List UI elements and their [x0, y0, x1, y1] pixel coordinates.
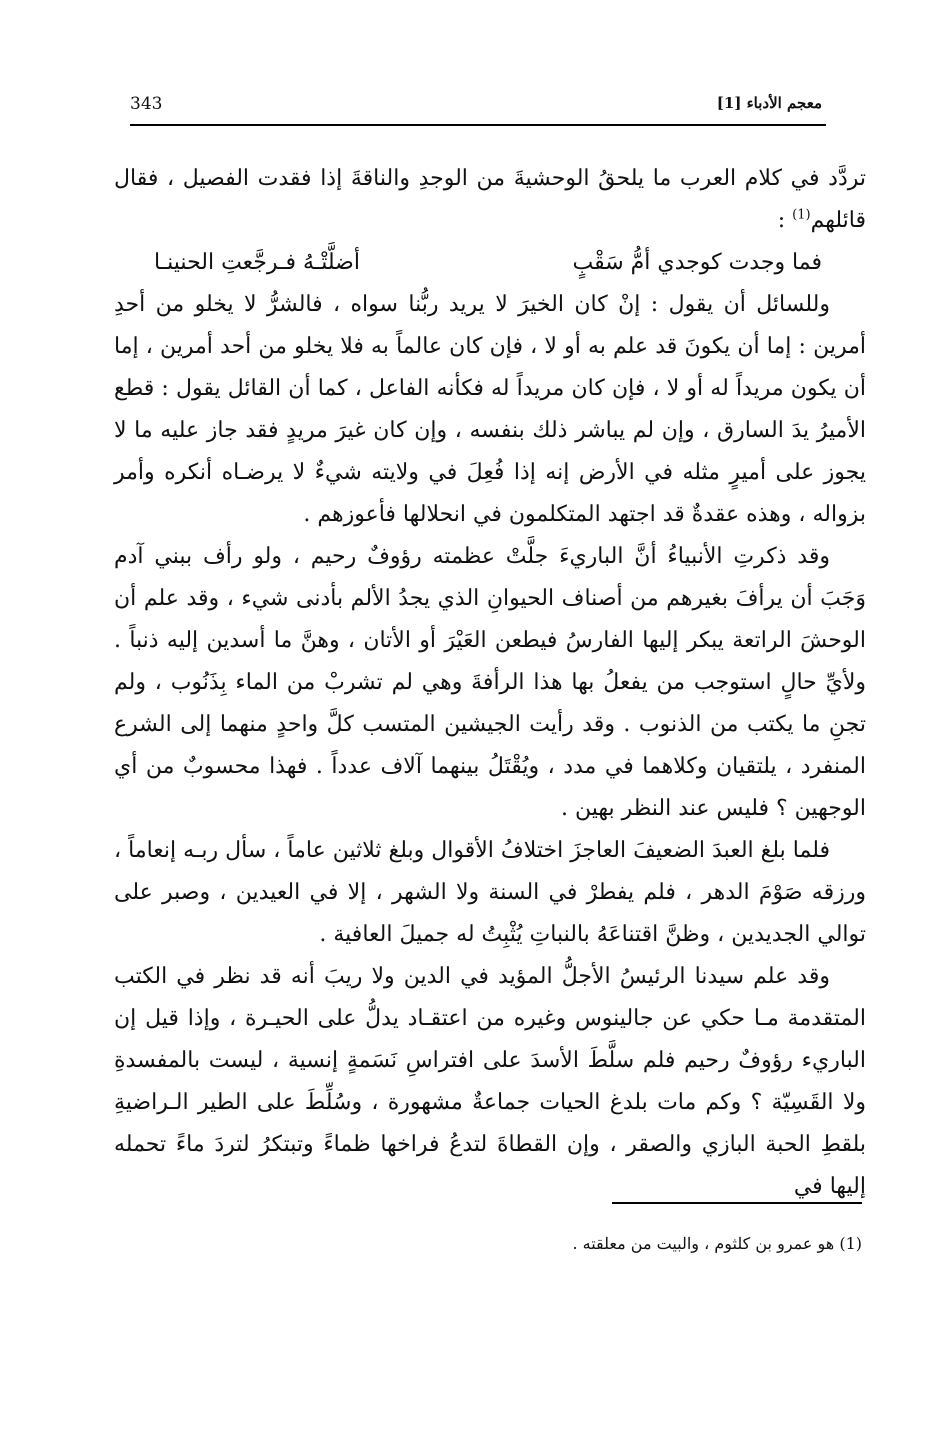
page-header [130, 94, 822, 122]
poetry-verse [114, 242, 866, 284]
main-text [114, 158, 866, 1208]
paragraph-1-text: تردَّد في كلام العرب ما يلحقُ الوحشيةَ من الوجدِ والناقةَ إذا فقدت الفصيل ، فقال قائلهم [114, 166, 866, 233]
footnote: (1) هو عمرو بن كلثوم ، والبيت من معلقته . [572, 1234, 862, 1253]
paragraph-2: وللسائل أن يقول : إنْ كان الخيرَ لا يريد ربُّنا سواه ، فالشرُّ لا يخلو من أحدِ أمرين : إما أن يكونَ قد علم به أو لا ، فإن كان عالماً به فلا يخلو من أحد أمرين ، إما أن يكون مريداً له أو لا ، فإن كان مريداً له فكأنه الفاعل ، كما أن القائل يقول : قطع الأميرُ يدَ السارق ، وإن لم يباشر ذلك بنفسه ، وإن كان غيرَ مريدٍ فقد جاز عليه ما لا يجوز على أميرٍ مثله في الأرض إنه إذا فُعِلَ في ولايته شيءٌ لا يرضـاه أنكره وأمر بزواله ، وهذه عقدةٌ قد اجتهد المتكلمون في انحلالها فأعوزهم . [114, 292, 866, 527]
page-number: 343 [130, 94, 163, 114]
verse-first-hemistich: فما وجدت كوجدي أمُّ سَقْبٍ [572, 250, 822, 275]
paragraph-5: وقد علم سيدنا الرئيسُ الأجلُّ المؤيد في الدين ولا ريبَ أنه قد نظر في الكتب المتقدمة مـا حكي عن جالينوس وغيره من اعتقـاد يدلُّ على الحيـرة ، وإذا قيل إن الباريء رؤوفٌ رحيم فلم سلَّطَ الأسدَ على افتراسِ نَسَمةٍ إنسية ، ليست بالمفسدةِ ولا القَسِيّة ؟ وكم مات بلدغ الحيات جماعةٌ مشهورة ، وسُلِّطَ على الطير الـراضيةِ بلقطِ الحبة البازي والصقر ، وإن القطاةَ لتدعُ فراخها ظماءً وتبتكرُ لتردَ ماءً تحمله إليها في [114, 964, 866, 1199]
running-head: معجم الأدباء [1] [716, 94, 822, 112]
paragraph-3: وقد ذكرتِ الأنبياءُ أنَّ الباريءَ جلَّتْ عظمته رؤوفٌ رحيم ، ولو رأف ببني آدم وَجَبَ أن يرأفَ بغيرهم من أصناف الحيوانِ الذي يجدُ الألم بأدنى شيء ، وقد علم أن الوحشَ الراتعة يبكر إليها الفارسُ فيطعن العَيْرَ أو الأتان ، وهنَّ ما أسدين إليه ذنباً . ولأيِّ حالٍ استوجب من يفعلُ بها هذا الرأفةَ وهي لم تشربْ من الماء بِذَنُوب ، ولم تجنِ ما يكتب من الذنوب . وقد رأيت الجيشين المتسب كلَّ واحدٍ منهما إلى الشرع المنفرد ، يلتقيان وكلاهما في مدد ، ويُقْتَلُ بينهما آلاف عدداً . فهذا محسوبٌ من أي الوجهين ؟ فليس عند النظر بهين . [114, 544, 866, 821]
paragraph-4: فلما بلغ العبدَ الضعيفَ العاجزَ اختلافُ الأقوال وبلغ ثلاثين عاماً ، سأل ربـه إنعاماً ، ورزقه صَوْمَ الدهر ، فلم يفطرْ في السنة ولا الشهر ، إلا في العيدين ، وصبر على توالي الجديدين ، وظنَّ اقتناعَهُ بالنباتِ يُثْبِتُ له جميلَ العافية . [114, 838, 866, 947]
verse-second-hemistich: أضلَّتْـهُ فـرجَّعتِ الحنينـا [154, 250, 360, 275]
paragraph-1-tail: : [777, 208, 793, 233]
footnote-reference: (1) [792, 207, 811, 223]
footnote-rule [612, 1202, 862, 1204]
header-rule [130, 124, 826, 126]
paragraph-1 [114, 158, 866, 242]
